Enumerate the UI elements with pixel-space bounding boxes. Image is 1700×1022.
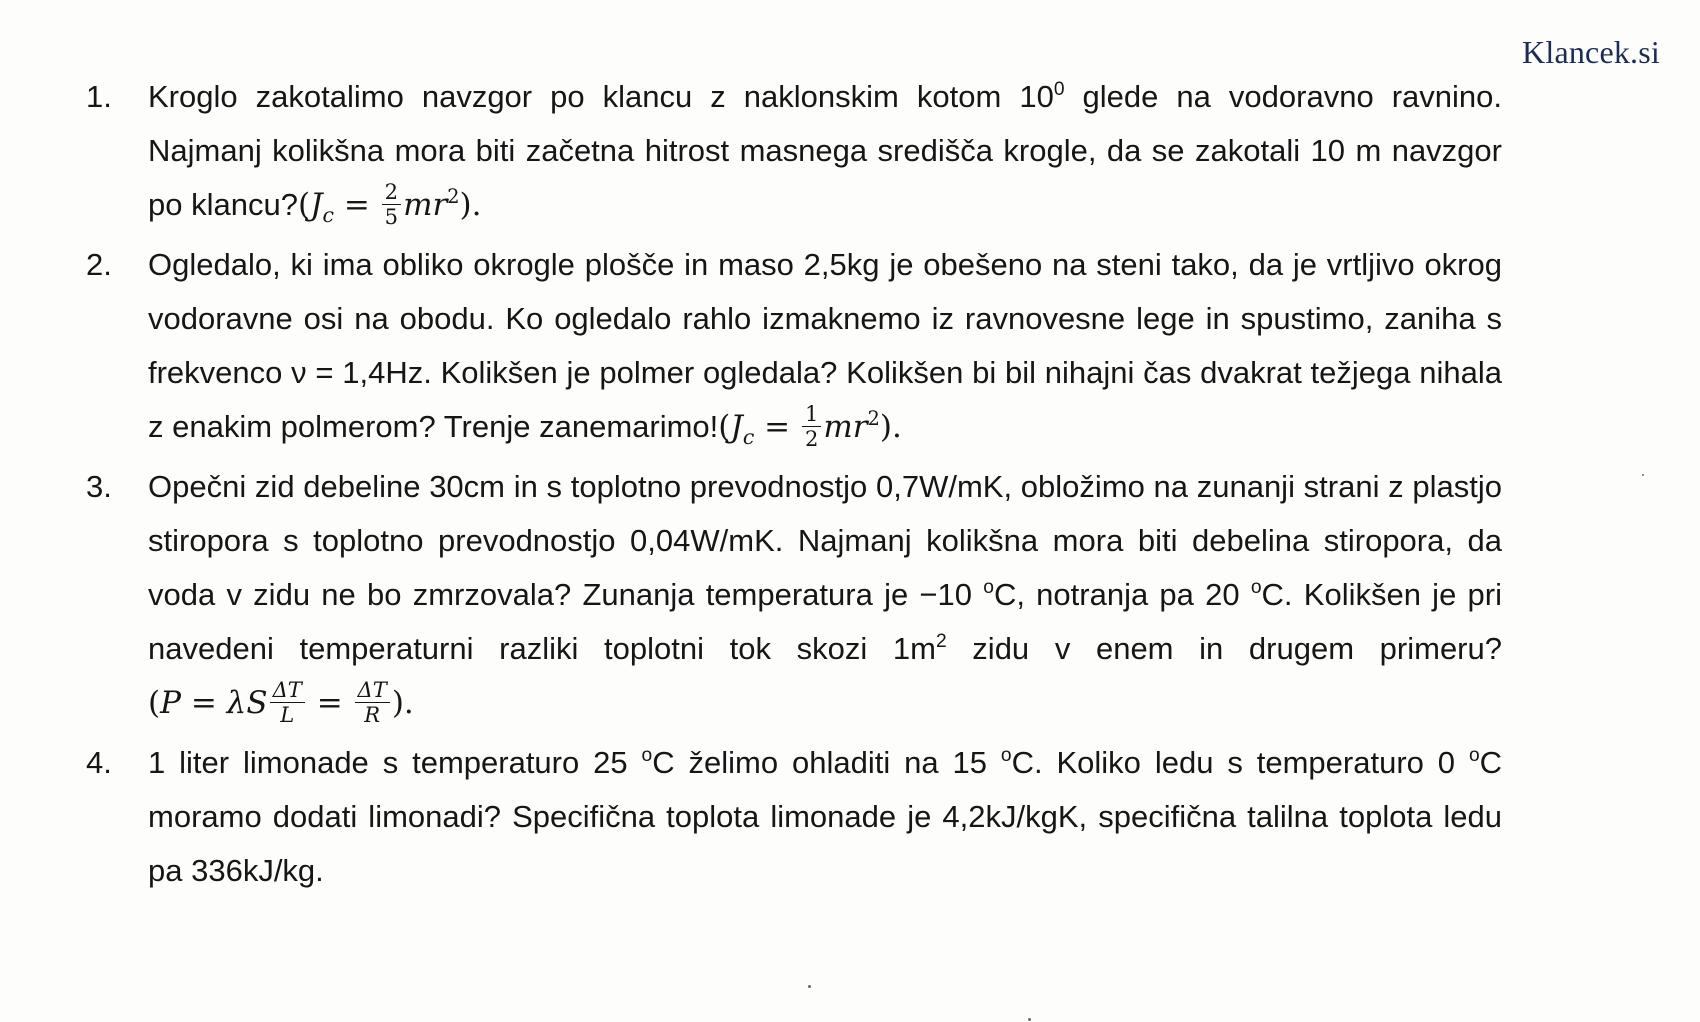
problem-number: 3.	[86, 469, 112, 504]
problem-text: Opečni zid debeline 30cm in s toplotno prevodnostjo 0,7W/mK, obložimo na zunanji strani z plastjo stiropora s toplotno prevodnostjo 0,04W/mK. Najmanj kolikšna mora biti debelina stiropora, da voda v zidu ne bo zmrzovala? Zunanja temperatura je −10	[148, 469, 1502, 612]
scan-speck	[808, 985, 811, 988]
problem-text: Ogledalo, ki ima obliko okrogle plošče in maso 2,5kg je obešeno na steni tako, da je vrtljivo okrog vodoravne osi na obodu. Ko ogledalo rahlo izmaknemo iz ravnovesne lege in spustimo, zaniha s frekvenco ν = 1,4Hz. Kolikšen je polmer ogledala? Kolikšen bi bil nihajni čas dvakrat težjega nihala z enakim polmerom? Trenje zanemarimo!	[148, 247, 1502, 444]
scan-speck	[1642, 474, 1644, 476]
problem-text: C moramo dodati limonadi? Specifična toplota limonade je 4,2kJ/kgK, specifična talilna toplota ledu pa 336kJ/kg.	[148, 745, 1503, 888]
problem-number: 1.	[86, 79, 112, 114]
problem-text: C. Koliko ledu s temperaturo 0	[1011, 745, 1469, 780]
squared-superscript: 2	[935, 631, 947, 653]
problem-text: zidu v enem in drugem primeru?	[946, 631, 1502, 666]
degree-superscript: o	[1468, 745, 1480, 767]
moment-of-inertia-formula: ($J_c$ = $\frac{2}{5}$ $mr^2$).	[297, 179, 482, 229]
problem-list	[86, 70, 1502, 904]
moment-of-inertia-formula: ($J_c$ = $\frac{1}{2}$ $mr^2$).	[718, 401, 902, 451]
problem-text: C. Kolikšen je pri navedeni temperaturni razliki toplotni tok skozi 1m	[148, 577, 1502, 666]
problem-2	[86, 238, 1502, 454]
problem-text: C, notranja pa 20	[993, 577, 1251, 612]
fraction: $\frac{2}{5}$	[382, 180, 401, 228]
problem-1	[86, 70, 1502, 232]
degree-superscript: o	[983, 577, 994, 599]
fraction: $\frac{\Delta T}{L}$	[270, 678, 305, 726]
problem-number: 2.	[86, 247, 112, 282]
fraction: $\frac{1}{2}$	[802, 402, 821, 450]
problem-text: C želimo ohladiti na 15	[652, 745, 1001, 780]
site-watermark: Klancek.si	[1522, 34, 1660, 70]
problem-text: Kroglo zakotalimo navzgor po klancu z naklonskim kotom 10	[148, 79, 1054, 114]
degree-superscript: o	[1000, 745, 1012, 767]
problem-3	[86, 460, 1502, 730]
problem-4	[86, 736, 1502, 898]
problem-number: 4.	[86, 745, 112, 780]
degree-superscript: 0	[1053, 79, 1065, 101]
problem-text: glede na vodoravno ravnino. Najmanj kolikšna mora biti začetna hitrost masnega središča krogle, da se zakotali 10 m navzgor po klancu?	[148, 79, 1502, 222]
fraction: $\frac{\Delta T}{R}$	[355, 678, 390, 726]
scan-speck	[1028, 1018, 1031, 1021]
problem-text: 1 liter limonade s temperaturo 25	[148, 745, 642, 780]
degree-superscript: o	[1250, 577, 1262, 599]
degree-superscript: o	[641, 745, 653, 767]
heat-flow-formula: (P = λS $\frac{\Delta T}{L}$ = $\frac{\Delta T}{R}$ ).	[148, 677, 414, 727]
